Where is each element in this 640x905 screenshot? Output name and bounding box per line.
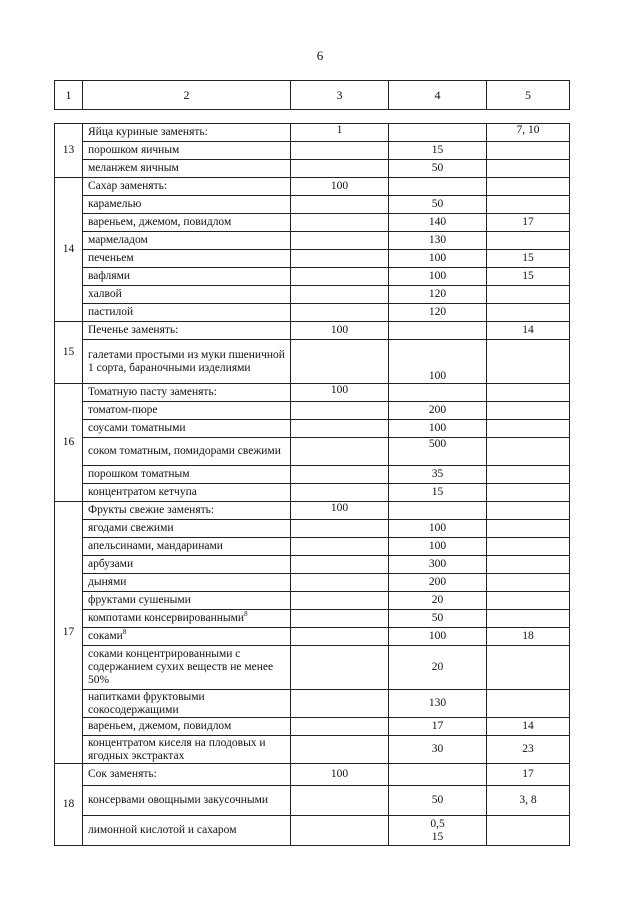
product-name-text: соками концентрированными с содержанием сухих веществ не менее 50% [88,648,274,686]
product-name [83,232,291,250]
product-name-text: галетами простыми из муки пшеничной 1 сорта, бараночными изделиями [88,348,285,374]
footnote-marker: 8 [122,628,127,637]
table-row [55,610,570,628]
product-name-text: Сахар заменять: [88,180,168,192]
column-4-value: 35 [389,466,487,484]
group-number: 15 [55,322,83,384]
product-name [83,304,291,322]
column-4-value: 120 [389,286,487,304]
header-row [55,81,570,110]
column-4-value [389,178,487,196]
table-row [55,628,570,646]
column-3-value [291,592,389,610]
product-name-text: порошком яичным [88,144,180,156]
column-4-value [389,384,487,402]
product-name [83,786,291,816]
column-3-value [291,340,389,384]
column-5-value: 17 [487,764,570,786]
product-name [83,402,291,420]
column-3-value [291,628,389,646]
column-4-value: 200 [389,574,487,592]
substitution-table [54,123,570,846]
product-name-text: халвой [88,288,122,300]
column-4-value: 50 [389,610,487,628]
table-row [55,502,570,520]
column-3-value: 1 [291,124,389,142]
product-name-text: порошком томатным [88,468,190,480]
column-3-value: 100 [291,178,389,196]
column-3-value [291,160,389,178]
column-4-value [389,124,487,142]
column-5-value [487,438,570,466]
product-name-text: вафлями [88,270,131,282]
table-row [55,322,570,340]
product-name-text: компотами консервированными [88,612,245,624]
column-5-value [487,142,570,160]
column-4-value: 15 [389,484,487,502]
group-number: 16 [55,384,83,502]
column-5-value [487,160,570,178]
header-table [54,80,570,110]
column-4-value: 100 [389,420,487,438]
table-row [55,466,570,484]
table-row [55,718,570,736]
column-3-value [291,304,389,322]
table-row [55,124,570,142]
product-name [83,142,291,160]
column-4-value [389,502,487,520]
column-5-value [487,232,570,250]
header-cell-2: 2 [83,81,291,110]
product-name-text: Печенье заменять: [88,324,179,336]
column-5-value [487,574,570,592]
column-5-value [487,816,570,846]
product-name [83,466,291,484]
table-row [55,214,570,232]
product-name-text: Фрукты свежие заменять: [88,504,215,516]
product-name-text: пастилой [88,306,134,318]
product-name-text: ягодами свежими [88,522,174,534]
product-name-text: Томатную пасту заменять: [88,386,217,398]
column-5-value [487,402,570,420]
product-name-text: Сок заменять: [88,768,157,780]
column-3-value: 100 [291,322,389,340]
column-4-value: 500 [389,438,487,466]
table-row [55,178,570,196]
product-name [83,178,291,196]
column-5-value [487,646,570,690]
column-4-value: 30 [389,736,487,764]
column-3-value: 100 [291,384,389,402]
column-5-value [487,286,570,304]
column-4-value: 17 [389,718,487,736]
group-number: 18 [55,764,83,846]
product-name [83,322,291,340]
product-name [83,520,291,538]
product-name [83,484,291,502]
column-5-value [487,304,570,322]
footnote-marker: 8 [244,610,248,619]
table-row [55,250,570,268]
column-5-value: 15 [487,250,570,268]
column-3-value [291,214,389,232]
column-3-value [291,646,389,690]
column-3-value [291,574,389,592]
product-name [83,502,291,520]
column-5-value: 23 [487,736,570,764]
product-name-text: напитками фруктовыми сокосодержащими [88,690,205,716]
product-name-text: апельсинами, мандаринами [88,540,223,552]
column-4-value: 20 [389,646,487,690]
column-3-value [291,268,389,286]
product-name [83,124,291,142]
table-row [55,556,570,574]
product-name [83,250,291,268]
product-name [83,196,291,214]
column-4-value: 140 [389,214,487,232]
product-name [83,556,291,574]
product-name [83,438,291,466]
product-name-text: Яйца куриные заменять: [88,126,208,138]
column-3-value [291,610,389,628]
product-name-text: томатом-пюре [88,404,158,416]
product-name-text: лимонной кислотой и сахаром [88,824,237,836]
column-3-value [291,196,389,214]
column-4-value: 200 [389,402,487,420]
table-row [55,286,570,304]
product-name [83,268,291,286]
table-row [55,160,570,178]
column-3-value [291,420,389,438]
column-5-value [487,592,570,610]
column-5-value: 15 [487,268,570,286]
product-name [83,736,291,764]
product-name [83,286,291,304]
product-name [83,420,291,438]
group-number: 14 [55,178,83,322]
table-row [55,438,570,466]
product-name-text: соком томатным, помидорами свежими [88,445,281,457]
product-name [83,628,291,646]
table-row [55,232,570,250]
table-row [55,816,570,846]
product-name-text: арбузами [88,558,134,570]
column-5-value [487,340,570,384]
column-4-value: 100 [389,628,487,646]
column-3-value [291,232,389,250]
product-name [83,592,291,610]
column-5-value: 14 [487,718,570,736]
product-name [83,538,291,556]
product-name-text: концентратом киселя на плодовых и ягодных экстрактах [88,736,266,762]
product-name [83,764,291,786]
table-row [55,520,570,538]
column-3-value [291,538,389,556]
column-5-value [487,556,570,574]
column-5-value [487,420,570,438]
column-4-value [389,322,487,340]
table-row [55,690,570,718]
product-name [83,384,291,402]
column-5-value [487,610,570,628]
column-5-value [487,178,570,196]
column-5-value: 3, 8 [487,786,570,816]
table-row [55,484,570,502]
product-name-text: концентратом кетчупа [88,486,197,498]
column-4-value: 300 [389,556,487,574]
column-4-value: 100 [389,340,487,384]
table-row [55,420,570,438]
group-number: 13 [55,124,83,178]
column-5-value [487,520,570,538]
product-name-text: печеньем [88,252,134,264]
header-cell-4: 4 [389,81,487,110]
table-row [55,786,570,816]
column-4-value: 130 [389,690,487,718]
column-4-value: 15 [389,142,487,160]
table-row [55,384,570,402]
product-name-text: вареньем, джемом, повидлом [88,216,232,228]
column-3-value: 100 [291,764,389,786]
column-3-value: 100 [291,502,389,520]
table-row [55,304,570,322]
table-row [55,268,570,286]
column-3-value [291,520,389,538]
column-5-value: 7, 10 [487,124,570,142]
table-row [55,646,570,690]
column-4-value: 120 [389,304,487,322]
column-4-value: 100 [389,520,487,538]
product-name [83,160,291,178]
product-name-text: фруктами сушеными [88,594,191,606]
column-3-value [291,250,389,268]
page-number: 6 [316,48,324,63]
column-3-value [291,718,389,736]
product-name-text: меланжем яичным [88,162,179,174]
column-3-value [291,816,389,846]
column-4-value: 20 [389,592,487,610]
column-3-value [291,286,389,304]
column-3-value [291,690,389,718]
table-row [55,340,570,384]
column-5-value: 14 [487,322,570,340]
header-cell-1: 1 [55,81,83,110]
column-4-value [389,764,487,786]
product-name-text: вареньем, джемом, повидлом [88,720,232,732]
product-name-text: консервами овощными закусочными [88,794,269,806]
column-4-value: 100 [389,268,487,286]
product-name [83,610,291,628]
column-5-value [487,502,570,520]
header-cell-3: 3 [291,81,389,110]
product-name [83,214,291,232]
column-3-value [291,466,389,484]
product-name [83,340,291,384]
product-name-text: соками [88,630,123,642]
column-5-value [487,538,570,556]
table-row [55,764,570,786]
product-name [83,718,291,736]
column-5-value [487,466,570,484]
product-name [83,574,291,592]
product-name-text: карамелью [88,198,142,210]
column-5-value [487,484,570,502]
product-name-text: мармеладом [88,234,148,246]
product-name-text: соусами томатными [88,422,186,434]
column-5-value [487,196,570,214]
table-row [55,142,570,160]
column-3-value [291,402,389,420]
table-row [55,574,570,592]
column-4-value: 100 [389,538,487,556]
table-row [55,196,570,214]
table-row [55,402,570,420]
table-row [55,592,570,610]
product-name [83,690,291,718]
column-3-value [291,484,389,502]
column-4-value: 50 [389,196,487,214]
table-row [55,736,570,764]
product-name-text: дынями [88,576,127,588]
column-5-value [487,384,570,402]
group-number: 17 [55,502,83,764]
column-4-value: 50 [389,786,487,816]
header-cell-5: 5 [487,81,570,110]
column-3-value [291,142,389,160]
column-3-value [291,438,389,466]
table-row [55,538,570,556]
column-3-value [291,786,389,816]
column-4-value: 100 [389,250,487,268]
column-5-value: 18 [487,628,570,646]
column-5-value: 17 [487,214,570,232]
column-3-value [291,556,389,574]
column-4-value: 0,5 15 [389,816,487,846]
product-name [83,646,291,690]
column-4-value: 50 [389,160,487,178]
column-3-value [291,736,389,764]
column-4-value: 130 [389,232,487,250]
product-name [83,816,291,846]
column-5-value [487,690,570,718]
